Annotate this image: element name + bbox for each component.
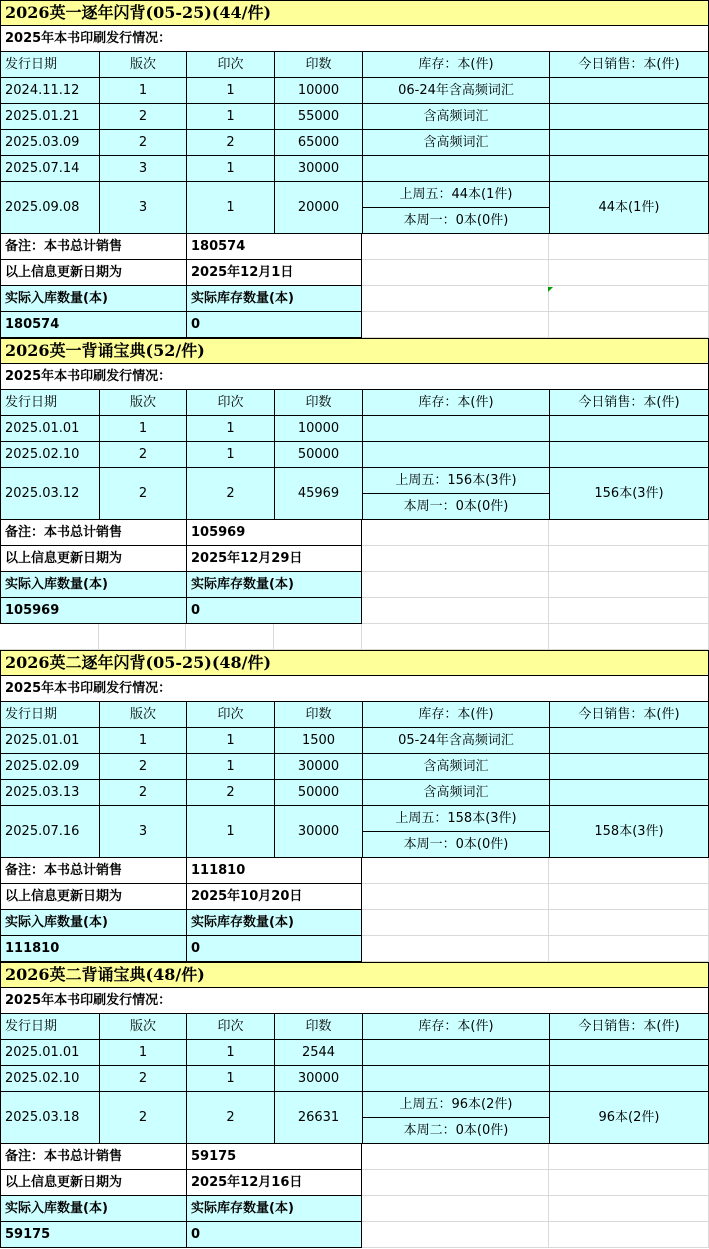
cell-date[interactable]: 2025.03.09 <box>0 130 99 156</box>
section-subtitle[interactable]: 2025年本书印刷发行情况： <box>0 676 709 702</box>
empty-cell[interactable] <box>362 910 549 936</box>
cell-edition[interactable]: 3 <box>99 156 186 182</box>
header-today-sales[interactable]: 今日销售：本(件) <box>549 390 709 416</box>
header-date[interactable]: 发行日期 <box>0 702 99 728</box>
cell-date[interactable]: 2025.09.08 <box>0 182 99 234</box>
cell-printing[interactable]: 1 <box>186 78 274 104</box>
cell-edition[interactable]: 1 <box>99 78 186 104</box>
cell-date[interactable]: 2025.01.01 <box>0 728 99 754</box>
cell-edition[interactable]: 2 <box>99 468 186 520</box>
cell-edition[interactable]: 1 <box>99 416 186 442</box>
cell-printing[interactable]: 1 <box>186 156 274 182</box>
header-edition[interactable]: 版次 <box>99 702 186 728</box>
cell-today-sales[interactable]: 96本(2件) <box>549 1092 709 1144</box>
summary-update-label[interactable]: 以上信息更新日期为 <box>0 260 186 286</box>
cell-inventory[interactable]: 06-24年含高频词汇 <box>362 78 549 104</box>
empty-cell[interactable] <box>549 1170 709 1196</box>
cell-date[interactable]: 2025.03.13 <box>0 780 99 806</box>
empty-cell[interactable] <box>274 624 362 650</box>
cell-quantity[interactable]: 55000 <box>274 104 362 130</box>
cell-printing[interactable]: 1 <box>186 728 274 754</box>
cell-sales[interactable] <box>549 1040 709 1066</box>
cell-quantity[interactable]: 50000 <box>274 780 362 806</box>
section-subtitle[interactable]: 2025年本书印刷发行情况： <box>0 26 709 52</box>
cell-date[interactable]: 2024.11.12 <box>0 78 99 104</box>
summary-note-label[interactable]: 备注：本书总计销售 <box>0 858 186 884</box>
header-date[interactable]: 发行日期 <box>0 390 99 416</box>
summary-stock-label[interactable]: 实际库存数量(本) <box>186 286 362 312</box>
cell-today-sales[interactable]: 158本(3件) <box>549 806 709 858</box>
cell-printing[interactable]: 2 <box>186 1092 274 1144</box>
cell-quantity[interactable]: 30000 <box>274 1066 362 1092</box>
cell-printing[interactable]: 2 <box>186 468 274 520</box>
empty-cell[interactable] <box>362 1144 549 1170</box>
empty-cell[interactable] <box>549 572 709 598</box>
summary-update-value[interactable]: 2025年10月20日 <box>186 884 362 910</box>
empty-cell[interactable] <box>549 936 709 962</box>
summary-update-value[interactable]: 2025年12月16日 <box>186 1170 362 1196</box>
summary-update-value[interactable]: 2025年12月29日 <box>186 546 362 572</box>
cell-comment-marker <box>548 287 553 292</box>
cell-sales[interactable] <box>549 1066 709 1092</box>
cell-inventory[interactable]: 05-24年含高频词汇 <box>362 728 549 754</box>
empty-cell[interactable] <box>549 624 709 650</box>
summary-in-value[interactable]: 111810 <box>0 936 186 962</box>
header-inventory[interactable]: 库存：本(件) <box>362 390 549 416</box>
cell-printing[interactable]: 1 <box>186 416 274 442</box>
cell-printing[interactable]: 1 <box>186 104 274 130</box>
cell-sales[interactable] <box>549 728 709 754</box>
header-printing[interactable]: 印次 <box>186 1014 274 1040</box>
summary-in-label[interactable]: 实际入库数量(本) <box>0 910 186 936</box>
cell-inventory-this-week[interactable]: 本周二：0本(0件) <box>362 1118 549 1144</box>
cell-edition[interactable]: 2 <box>99 104 186 130</box>
cell-today-sales[interactable]: 156本(3件) <box>549 468 709 520</box>
empty-cell[interactable] <box>362 1222 549 1248</box>
summary-stock-value[interactable]: 0 <box>186 1222 362 1248</box>
cell-printing[interactable]: 1 <box>186 182 274 234</box>
cell-date[interactable]: 2025.02.10 <box>0 442 99 468</box>
header-edition[interactable]: 版次 <box>99 52 186 78</box>
empty-cell[interactable] <box>186 624 274 650</box>
empty-cell[interactable] <box>362 1196 549 1222</box>
header-edition[interactable]: 版次 <box>99 1014 186 1040</box>
cell-printing[interactable]: 1 <box>186 806 274 858</box>
summary-note-value[interactable]: 59175 <box>186 1144 362 1170</box>
cell-quantity[interactable]: 65000 <box>274 130 362 156</box>
cell-date[interactable]: 2025.02.10 <box>0 1066 99 1092</box>
summary-in-value[interactable]: 180574 <box>0 312 186 338</box>
cell-edition[interactable]: 2 <box>99 1066 186 1092</box>
summary-stock-value[interactable]: 0 <box>186 312 362 338</box>
cell-printing[interactable]: 1 <box>186 1040 274 1066</box>
cell-quantity[interactable]: 1500 <box>274 728 362 754</box>
empty-cell[interactable] <box>549 546 709 572</box>
section-title[interactable]: 2026英一逐年闪背(05-25)(44/件) <box>0 0 709 26</box>
cell-quantity[interactable]: 10000 <box>274 78 362 104</box>
summary-note-value[interactable]: 180574 <box>186 234 362 260</box>
empty-cell[interactable] <box>362 234 549 260</box>
cell-printing[interactable]: 2 <box>186 130 274 156</box>
empty-cell[interactable] <box>549 234 709 260</box>
empty-cell[interactable] <box>0 624 99 650</box>
cell-quantity[interactable]: 26631 <box>274 1092 362 1144</box>
cell-printing[interactable]: 2 <box>186 780 274 806</box>
cell-inventory[interactable] <box>362 156 549 182</box>
section-subtitle[interactable]: 2025年本书印刷发行情况： <box>0 988 709 1014</box>
header-quantity[interactable]: 印数 <box>274 52 362 78</box>
cell-edition[interactable]: 2 <box>99 1092 186 1144</box>
cell-quantity[interactable]: 30000 <box>274 156 362 182</box>
header-inventory[interactable]: 库存：本(件) <box>362 1014 549 1040</box>
cell-inventory-this-week[interactable]: 本周一：0本(0件) <box>362 494 549 520</box>
summary-stock-value[interactable]: 0 <box>186 598 362 624</box>
summary-in-label[interactable]: 实际入库数量(本) <box>0 286 186 312</box>
cell-today-sales[interactable]: 44本(1件) <box>549 182 709 234</box>
cell-date[interactable]: 2025.03.12 <box>0 468 99 520</box>
cell-quantity[interactable]: 45969 <box>274 468 362 520</box>
cell-edition[interactable]: 2 <box>99 442 186 468</box>
cell-edition[interactable]: 2 <box>99 754 186 780</box>
empty-cell[interactable] <box>549 520 709 546</box>
header-quantity[interactable]: 印数 <box>274 702 362 728</box>
header-today-sales[interactable]: 今日销售：本(件) <box>549 702 709 728</box>
summary-note-label[interactable]: 备注：本书总计销售 <box>0 520 186 546</box>
empty-cell[interactable] <box>362 1170 549 1196</box>
cell-edition[interactable]: 3 <box>99 806 186 858</box>
header-date[interactable]: 发行日期 <box>0 1014 99 1040</box>
cell-inventory[interactable] <box>362 1040 549 1066</box>
cell-inventory[interactable]: 含高频词汇 <box>362 754 549 780</box>
cell-quantity[interactable]: 30000 <box>274 754 362 780</box>
empty-cell[interactable] <box>362 884 549 910</box>
cell-quantity[interactable]: 30000 <box>274 806 362 858</box>
cell-inventory-this-week[interactable]: 本周一：0本(0件) <box>362 208 549 234</box>
cell-edition[interactable]: 3 <box>99 182 186 234</box>
cell-date[interactable]: 2025.01.01 <box>0 416 99 442</box>
empty-cell[interactable] <box>362 624 549 650</box>
cell-inventory-this-week[interactable]: 本周一：0本(0件) <box>362 832 549 858</box>
cell-edition[interactable]: 2 <box>99 780 186 806</box>
cell-inventory[interactable]: 含高频词汇 <box>362 780 549 806</box>
cell-sales[interactable] <box>549 104 709 130</box>
summary-stock-label[interactable]: 实际库存数量(本) <box>186 572 362 598</box>
section-title[interactable]: 2026英二背诵宝典(48/件) <box>0 962 709 988</box>
summary-note-value[interactable]: 105969 <box>186 520 362 546</box>
empty-cell[interactable] <box>362 858 549 884</box>
cell-sales[interactable] <box>549 442 709 468</box>
cell-inventory[interactable] <box>362 442 549 468</box>
cell-sales[interactable] <box>549 416 709 442</box>
cell-inventory-last-week[interactable]: 上周五：158本(3件) <box>362 806 549 832</box>
summary-in-value[interactable]: 105969 <box>0 598 186 624</box>
empty-cell[interactable] <box>549 1196 709 1222</box>
empty-cell[interactable] <box>549 884 709 910</box>
empty-cell[interactable] <box>362 520 549 546</box>
empty-cell[interactable] <box>99 624 186 650</box>
cell-inventory-last-week[interactable]: 上周五：156本(3件) <box>362 468 549 494</box>
empty-cell[interactable] <box>549 858 709 884</box>
cell-inventory-last-week[interactable]: 上周五：96本(2件) <box>362 1092 549 1118</box>
summary-stock-value[interactable]: 0 <box>186 936 362 962</box>
summary-in-label[interactable]: 实际入库数量(本) <box>0 572 186 598</box>
empty-cell[interactable] <box>362 286 549 312</box>
empty-cell[interactable] <box>362 312 549 338</box>
empty-cell[interactable] <box>362 598 549 624</box>
summary-note-value[interactable]: 111810 <box>186 858 362 884</box>
cell-sales[interactable] <box>549 754 709 780</box>
header-today-sales[interactable]: 今日销售：本(件) <box>549 52 709 78</box>
summary-stock-label[interactable]: 实际库存数量(本) <box>186 910 362 936</box>
empty-cell[interactable] <box>549 1144 709 1170</box>
cell-quantity[interactable]: 20000 <box>274 182 362 234</box>
summary-update-label[interactable]: 以上信息更新日期为 <box>0 1170 186 1196</box>
cell-date[interactable]: 2025.02.09 <box>0 754 99 780</box>
header-today-sales[interactable]: 今日销售：本(件) <box>549 1014 709 1040</box>
header-quantity[interactable]: 印数 <box>274 390 362 416</box>
header-printing[interactable]: 印次 <box>186 702 274 728</box>
cell-quantity[interactable]: 50000 <box>274 442 362 468</box>
cell-printing[interactable]: 1 <box>186 442 274 468</box>
empty-cell[interactable] <box>549 312 709 338</box>
summary-in-value[interactable]: 59175 <box>0 1222 186 1248</box>
cell-date[interactable]: 2025.01.01 <box>0 1040 99 1066</box>
empty-cell[interactable] <box>362 546 549 572</box>
cell-quantity[interactable]: 10000 <box>274 416 362 442</box>
header-inventory[interactable]: 库存：本(件) <box>362 52 549 78</box>
summary-note-label[interactable]: 备注：本书总计销售 <box>0 1144 186 1170</box>
cell-date[interactable]: 2025.07.16 <box>0 806 99 858</box>
summary-update-label[interactable]: 以上信息更新日期为 <box>0 546 186 572</box>
header-printing[interactable]: 印次 <box>186 52 274 78</box>
empty-cell[interactable] <box>549 260 709 286</box>
empty-cell[interactable] <box>549 1222 709 1248</box>
cell-quantity[interactable]: 2544 <box>274 1040 362 1066</box>
cell-printing[interactable]: 1 <box>186 754 274 780</box>
empty-cell[interactable] <box>362 572 549 598</box>
cell-inventory[interactable] <box>362 416 549 442</box>
header-quantity[interactable]: 印数 <box>274 1014 362 1040</box>
cell-edition[interactable]: 2 <box>99 130 186 156</box>
cell-printing[interactable]: 1 <box>186 1066 274 1092</box>
cell-sales[interactable] <box>549 78 709 104</box>
cell-inventory[interactable]: 含高频词汇 <box>362 130 549 156</box>
summary-in-label[interactable]: 实际入库数量(本) <box>0 1196 186 1222</box>
empty-cell[interactable] <box>362 260 549 286</box>
summary-stock-label[interactable]: 实际库存数量(本) <box>186 1196 362 1222</box>
cell-date[interactable]: 2025.07.14 <box>0 156 99 182</box>
cell-edition[interactable]: 1 <box>99 728 186 754</box>
section-title[interactable]: 2026英一背诵宝典(52/件) <box>0 338 709 364</box>
cell-sales[interactable] <box>549 156 709 182</box>
empty-cell[interactable] <box>362 936 549 962</box>
cell-date[interactable]: 2025.03.18 <box>0 1092 99 1144</box>
cell-sales[interactable] <box>549 780 709 806</box>
cell-inventory[interactable]: 含高频词汇 <box>362 104 549 130</box>
cell-inventory-last-week[interactable]: 上周五：44本(1件) <box>362 182 549 208</box>
header-date[interactable]: 发行日期 <box>0 52 99 78</box>
summary-update-value[interactable]: 2025年12月1日 <box>186 260 362 286</box>
summary-update-label[interactable]: 以上信息更新日期为 <box>0 884 186 910</box>
empty-cell[interactable] <box>549 910 709 936</box>
cell-edition[interactable]: 1 <box>99 1040 186 1066</box>
cell-inventory[interactable] <box>362 1066 549 1092</box>
header-edition[interactable]: 版次 <box>99 390 186 416</box>
header-inventory[interactable]: 库存：本(件) <box>362 702 549 728</box>
header-printing[interactable]: 印次 <box>186 390 274 416</box>
empty-cell[interactable] <box>549 598 709 624</box>
cell-sales[interactable] <box>549 130 709 156</box>
cell-date[interactable]: 2025.01.21 <box>0 104 99 130</box>
summary-note-label[interactable]: 备注：本书总计销售 <box>0 234 186 260</box>
section-subtitle[interactable]: 2025年本书印刷发行情况： <box>0 364 709 390</box>
section-title[interactable]: 2026英二逐年闪背(05-25)(48/件) <box>0 650 709 676</box>
empty-cell[interactable] <box>549 286 709 312</box>
